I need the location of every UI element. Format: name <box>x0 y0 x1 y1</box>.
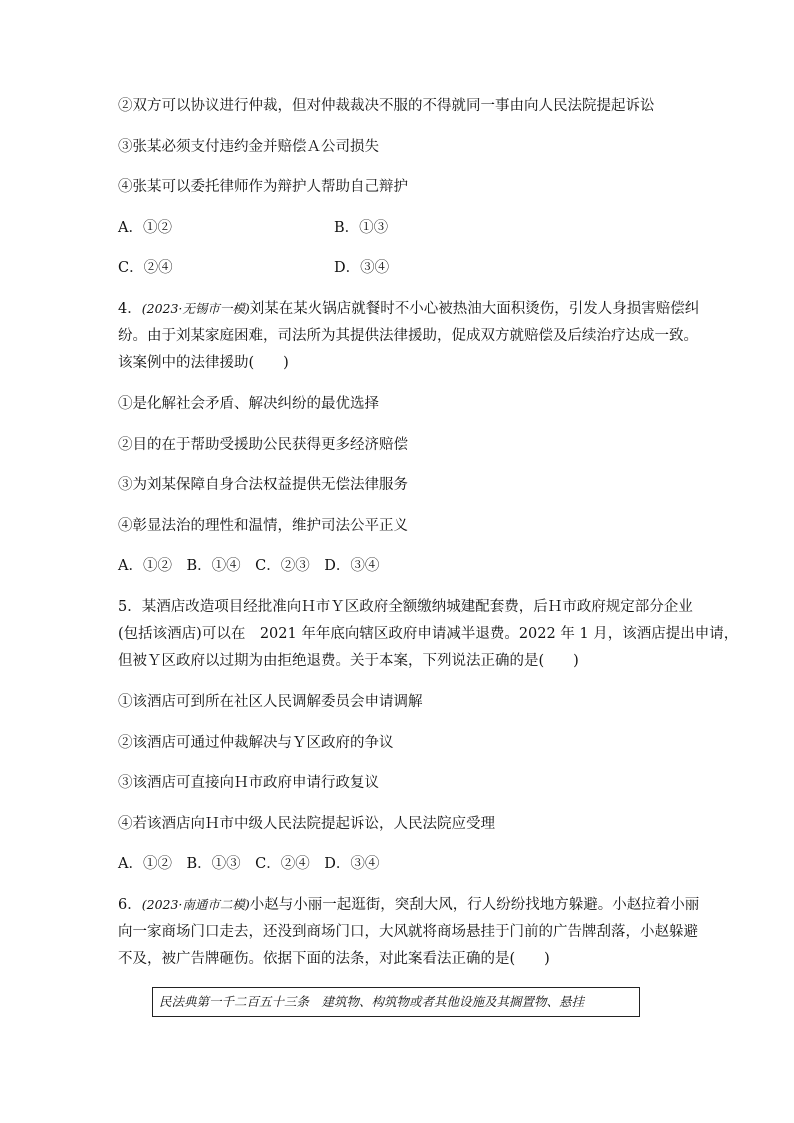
q5-stem-line-2: (包括该酒店)可以在 2021 年年底向辖区政府申请减半退费。2022 年 1 月，该酒店提出申请， <box>118 626 739 642</box>
q5-statement-2: ②该酒店可通过仲裁解决与Ｙ区政府的争议 <box>118 735 394 751</box>
q5-statement-3: ③该酒店可直接向Ｈ市政府申请行政复议 <box>118 775 379 791</box>
q4-stem-line-3: 该案例中的法律援助( ) <box>118 355 289 371</box>
q3-statement-4: ④张某可以委托律师作为辩护人帮助自己辩护 <box>118 179 408 195</box>
q4-statement-3: ③为刘某保障自身合法权益提供无偿法律服务 <box>118 477 408 493</box>
q5-options: A．①② B．①③ C．②④ D．③④ <box>118 856 380 872</box>
q4-stem-text: 刘某在某火锅店就餐时不小心被热油大面积烫伤，引发人身损害赔偿纠 <box>249 301 700 317</box>
q4-options: A．①② B．①④ C．②③ D．③④ <box>118 558 380 574</box>
q6-stem-line-3: 不及，被广告牌砸伤。依据下面的法条，对此案看法正确的是( ) <box>118 951 550 967</box>
q3-option-a: A．①② <box>118 220 172 236</box>
q4-number: 4． <box>118 301 142 317</box>
q4-statement-2: ②目的在于帮助受援助公民获得更多经济赔偿 <box>118 437 408 453</box>
q3-option-d: D．③④ <box>334 260 390 276</box>
q6-number: 6． <box>118 897 142 913</box>
q3-option-b: B．①③ <box>334 220 389 236</box>
q4-statement-4: ④彰显法治的理性和温情，维护司法公平正义 <box>118 518 408 534</box>
q6-law-article-box: 民法典第一千二百五十三条 建筑物、构筑物或者其他设施及其搁置物、悬挂 <box>152 987 640 1017</box>
q3-statement-3: ③张某必须支付违约金并赔偿Ａ公司损失 <box>118 139 379 155</box>
q4-stem-line-2: 纷。由于刘某家庭困难，司法所为其提供法律援助，促成双方就赔偿及后续治疗达成一致。 <box>118 328 698 344</box>
q6-stem-line-2: 向一家商场门口走去，还没到商场门口，大风就将商场悬挂于门前的广告牌刮落，小赵躲避 <box>118 924 698 940</box>
q4-statement-1: ①是化解社会矛盾、解决纠纷的最优选择 <box>118 396 379 412</box>
q3-option-c: C．②④ <box>118 260 173 276</box>
q3-statement-2: ②双方可以协议进行仲裁，但对仲裁裁决不服的不得就同一事由向人民法院提起诉讼 <box>118 98 655 114</box>
q5-statement-4: ④若该酒店向Ｈ市中级人民法院提起诉讼，人民法院应受理 <box>118 816 495 832</box>
q4-source: (2023·无锡市一模) <box>141 301 250 316</box>
q5-statement-1: ①该酒店可到所在社区人民调解委员会申请调解 <box>118 694 423 710</box>
q6-source: (2023·南通市二模) <box>141 897 250 912</box>
q5-stem-line-1: 5．某酒店改造项目经批准向Ｈ市Ｙ区政府全额缴纳城建配套费，后Ｈ市政府规定部分企业 <box>118 599 693 615</box>
q6-stem-text: 小赵与小丽一起逛街，突刮大风，行人纷纷找地方躲避。小赵拉着小丽 <box>249 897 700 913</box>
q4-stem-line-1 <box>118 300 699 318</box>
q5-stem-line-3: 但被Ｙ区政府以过期为由拒绝退费。关于本案，下列说法正确的是( ) <box>118 653 579 669</box>
q6-stem-line-1 <box>118 896 699 914</box>
